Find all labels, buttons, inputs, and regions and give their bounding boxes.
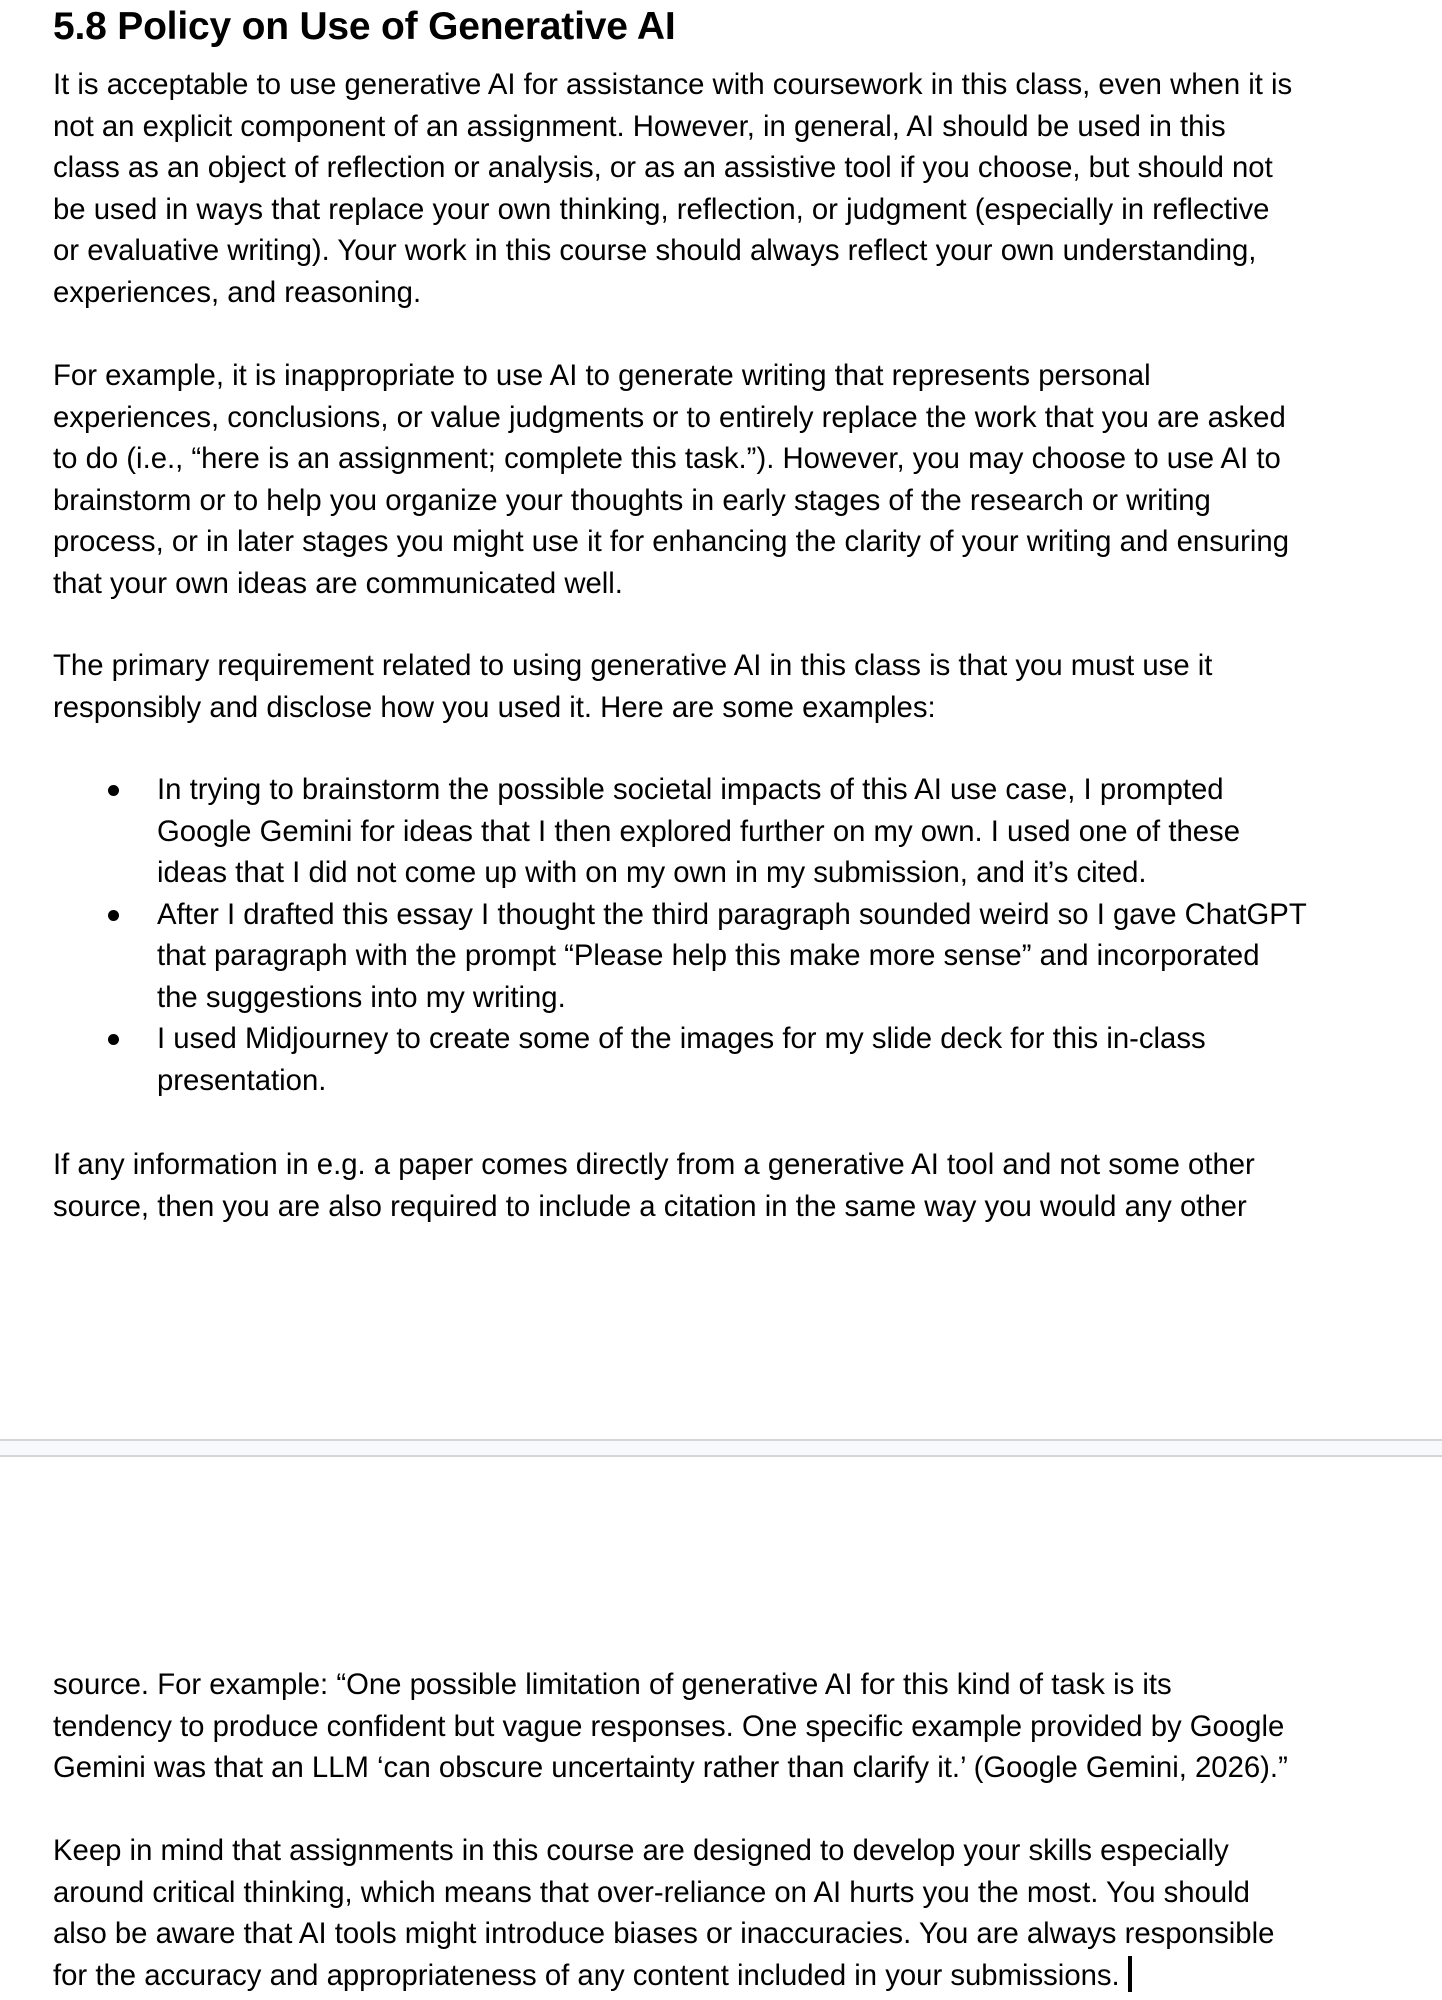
text-line[interactable]: Keep in mind that assignments in this course are designed to develop your skills especially [53, 1834, 1229, 1867]
text-line[interactable]: experiences, conclusions, or value judgments or to entirely replace the work that you are asked [53, 400, 1286, 434]
text-line[interactable]: If any information in e.g. a paper comes directly from a generative AI tool and not some other [53, 1148, 1255, 1181]
text-line[interactable]: the suggestions into my writing. [157, 980, 566, 1014]
text-line[interactable]: brainstorm or to help you organize your thoughts in early stages of the research or writing [53, 483, 1211, 517]
text-line[interactable]: around critical thinking, which means that over-reliance on AI hurts you the most. You should [53, 1875, 1250, 1909]
text-line[interactable]: that your own ideas are communicated well. [53, 566, 623, 600]
text-line[interactable]: tendency to produce confident but vague responses. One specific example provided by Google [53, 1709, 1285, 1743]
text-line[interactable]: In trying to brainstorm the possible societal impacts of this AI use case, I prompted [157, 773, 1224, 806]
text-line[interactable]: presentation. [157, 1063, 327, 1097]
text-line[interactable]: class as an object of reflection or analysis, or as an assistive tool if you choose, but should not [53, 151, 1273, 184]
paragraph-primary-requirement-text[interactable] [53, 645, 1413, 728]
text-cursor-icon [1128, 1956, 1132, 1992]
paragraph-keep-in-mind[interactable] [53, 1830, 1413, 1996]
text-line[interactable]: also be aware that AI tools might introduce biases or inaccuracies. You are always responsible [53, 1917, 1275, 1950]
paragraph-citation-requirement-text[interactable] [53, 1144, 1413, 1227]
paragraph-inappropriate-use[interactable] [53, 355, 1413, 604]
text-line[interactable]: It is acceptable to use generative AI for assistance with coursework in this class, even when it is [53, 68, 1293, 101]
paragraph-citation-requirement[interactable] [53, 1144, 1413, 1227]
list-item[interactable] [53, 894, 1413, 1019]
paragraph-citation-example-text[interactable] [53, 1664, 1413, 1789]
text-line[interactable]: Gemini was that an LLM ‘can obscure uncertainty rather than clarify it.’ (Google Gemini, 2026).” [53, 1751, 1288, 1784]
text-line[interactable]: Google Gemini for ideas that I then explored further on my own. I used one of these [157, 814, 1240, 848]
bullet-list [53, 769, 1413, 1101]
paragraph-acceptable-use[interactable] [53, 64, 1413, 313]
page-break [0, 1439, 1442, 1457]
text-line[interactable]: The primary requirement related to using generative AI in this class is that you must use it [53, 649, 1213, 682]
examples-bullet-list[interactable] [53, 769, 1413, 1101]
paragraph-inappropriate-use-text[interactable] [53, 355, 1413, 604]
paragraph-primary-requirement[interactable] [53, 645, 1413, 728]
document-page-2[interactable] [0, 1457, 1442, 2000]
paragraph-acceptable-use-text[interactable] [53, 64, 1413, 313]
bullet-icon [108, 1034, 119, 1045]
text-line[interactable]: for the accuracy and appropriateness of any content included in your submissions. [53, 1958, 1120, 1992]
list-item[interactable] [53, 769, 1413, 894]
text-line[interactable]: to do (i.e., “here is an assignment; complete this task.”). However, you may choose to use AI to [53, 442, 1281, 475]
bullet-icon [108, 785, 119, 796]
section-heading[interactable]: 5.8 Policy on Use of Generative AI [53, 5, 676, 48]
text-line[interactable]: that paragraph with the prompt “Please help this make more sense” and incorporated [157, 939, 1260, 972]
text-line[interactable]: responsibly and disclose how you used it. Here are some examples: [53, 690, 936, 724]
text-line[interactable]: ideas that I did not come up with on my own in my submission, and it’s cited. [157, 856, 1147, 889]
text-line[interactable]: After I drafted this essay I thought the third paragraph sounded weird so I gave ChatGPT [157, 897, 1307, 931]
text-line[interactable]: I used Midjourney to create some of the images for my slide deck for this in-class [157, 1022, 1206, 1055]
text-line[interactable]: For example, it is inappropriate to use AI to generate writing that represents personal [53, 359, 1151, 392]
text-line[interactable]: source. For example: “One possible limitation of generative AI for this kind of task is its [53, 1668, 1172, 1701]
text-line[interactable]: process, or in later stages you might use it for enhancing the clarity of your writing and ensuring [53, 525, 1289, 558]
text-line[interactable]: experiences, and reasoning. [53, 275, 422, 309]
paragraph-keep-in-mind-text[interactable] [53, 1830, 1413, 1996]
list-item[interactable] [53, 1018, 1413, 1101]
text-line[interactable]: be used in ways that replace your own thinking, reflection, or judgment (especially in reflective [53, 192, 1270, 226]
text-line[interactable]: not an explicit component of an assignment. However, in general, AI should be used in this [53, 109, 1226, 143]
bullet-icon [108, 910, 119, 921]
page-1-content[interactable] [53, 2, 1413, 52]
text-line[interactable]: or evaluative writing). Your work in this course should always reflect your own understanding, [53, 234, 1257, 267]
paragraph-citation-example[interactable] [53, 1664, 1413, 1789]
text-line[interactable]: source, then you are also required to include a citation in the same way you would any other [53, 1189, 1247, 1223]
